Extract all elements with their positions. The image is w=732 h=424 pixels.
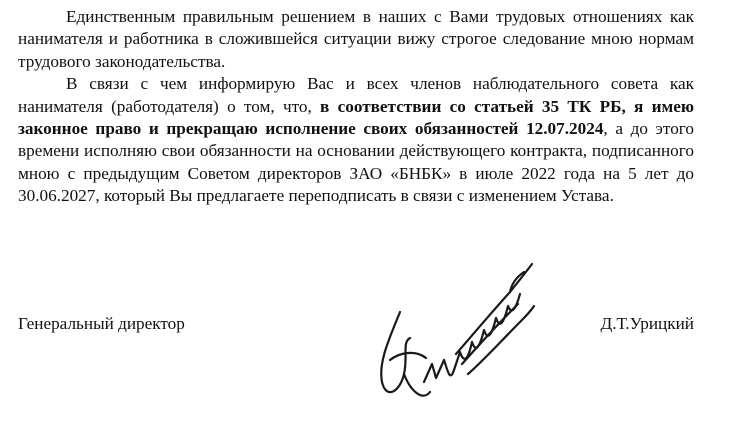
paragraph-1: Единственным правильным решением в наших с Вами трудовых отношениях как нанимателя и работника в сложившейся ситуации вижу строгое следование мною нормам трудового законодательства. xyxy=(18,7,694,71)
signer-name: Д.Т.Урицкий xyxy=(600,314,694,333)
signer-position: Генеральный директор xyxy=(18,314,185,333)
paragraph-2 xyxy=(18,73,694,207)
letter-body xyxy=(18,6,694,208)
paragraph-2-part-2: , а до этого времени исполняю свои обязанности на основании действующего контракта, подписанного мною с предыдущим Советом директоров ЗАО «БНБК» в июле 2022 года на 5 лет до 30.06.2027, который Вы предлагаете переподписать в связи с изменением Устава. xyxy=(18,119,695,206)
paragraph-2-part-1: В связи с чем информирую Вас и всех членов наблюдательного совета как нанимателя (работодателя) о том, что, xyxy=(18,74,694,116)
handwritten-signature xyxy=(360,242,540,412)
paragraph-2-bold-statement: в соответствии со статьей 35 ТК РБ, я имею законное право и прекращаю исполнение своих обязанностей 12.07.2024 xyxy=(18,96,694,139)
